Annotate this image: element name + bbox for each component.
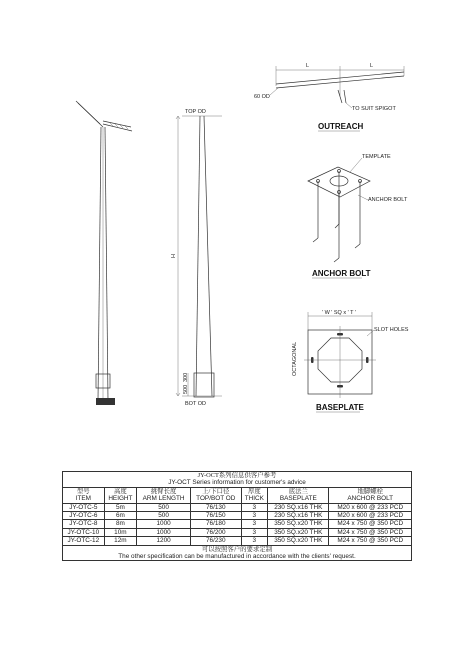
cell-top-bot-od: 76/130 [190,503,241,511]
cell-thick: 3 [241,528,268,536]
outreach-detail [254,63,404,131]
table-row [63,503,412,511]
table-row [63,520,412,528]
cell-top-bot-od: 76/200 [190,528,241,536]
cell-height: 8m [104,520,137,528]
octagonal-label: OCTAGONAL [292,341,298,376]
table-title-cn: JY-OCT系列信息供客户参考 [197,472,277,479]
spigot-label: TO SUIT SPIGOT [352,106,396,112]
table-footer-cell [63,545,412,561]
table-header-row [63,487,412,503]
table-row [63,512,412,520]
header-top-bot-od: 上/下口径 TOP/BOT OD [190,487,241,503]
table-row [63,537,412,545]
bot-od-label: BOT OD [185,401,206,407]
height-label: H [171,254,177,258]
cell-item: JY-OTC-12 [63,537,105,545]
cell-item: JY-OTC-6 [63,512,105,520]
header-item: 型号 ITEM [63,487,105,503]
cell-baseplate: 350 SQ.x20 THK [268,520,329,528]
table-title-cell [63,472,412,488]
header-height: 高度 HEIGHT [104,487,137,503]
cell-height: 5m [104,503,137,511]
wsqt-label: ' W ' SQ x ' T ' [322,310,356,316]
cell-thick: 3 [241,503,268,511]
cell-item: JY-OTC-5 [63,503,105,511]
outreach-title: OUTREACH [318,122,364,131]
outreach-l1-label: L [306,63,310,69]
od-60-label: 60 OD [254,94,270,100]
pole-elevation [171,109,222,407]
baseplate-detail [292,310,409,412]
cell-top-bot-od: 76/150 [190,512,241,520]
baseplate-title: BASEPLATE [316,403,364,412]
cell-anchor-bolt: M24 x 750 @ 350 PCD [329,537,412,545]
cell-height: 6m [104,512,137,520]
cell-thick: 3 [241,512,268,520]
dim-500-label: 500 [183,384,189,394]
top-od-label: TOP OD [185,109,206,115]
cell-thick: 3 [241,520,268,528]
header-anchor-bolt: 地脚螺栓 ANCHOR BOLT [329,487,412,503]
cell-thick: 3 [241,537,268,545]
table-row [63,528,412,536]
cell-anchor-bolt: M24 x 750 @ 350 PCD [329,520,412,528]
table-title-en: JY-OCT Series information for customer's advice [168,479,306,487]
table-footer-cn: 可以按照客户的要求定制 [201,545,273,553]
table-title-row [63,472,412,488]
anchor-bolt-title: ANCHOR BOLT [312,269,371,278]
header-arm-length: 挑臂长度 ARM LENGTH [137,487,191,503]
cell-baseplate: 350 SQ.x20 THK [268,528,329,536]
cell-arm-length: 500 [137,512,191,520]
cell-baseplate: 230 SQ.x16 THK [268,503,329,511]
cell-top-bot-od: 76/180 [190,520,241,528]
header-thick: 厚度 THICK [241,487,268,503]
dim-300-label: 300 [183,372,189,382]
anchor-bolt-label: ANCHOR BOLT [368,197,408,203]
template-label: TEMPLATE [362,154,391,160]
cell-anchor-bolt: M20 x 600 @ 233 PCD [329,512,412,520]
pole-with-arm [76,101,132,405]
cell-arm-length: 1000 [137,528,191,536]
cell-arm-length: 1200 [137,537,191,545]
cell-baseplate: 230 SQ.x16 THK [268,512,329,520]
cell-arm-length: 1000 [137,520,191,528]
cell-height: 10m [104,528,137,536]
header-baseplate: 底法兰 BASEPLATE [268,487,329,503]
cell-anchor-bolt: M20 x 600 @ 233 PCD [329,503,412,511]
cell-top-bot-od: 76/230 [190,537,241,545]
slot-holes-label: SLOT HOLES [374,327,409,333]
cell-item: JY-OTC-8 [63,520,105,528]
table-footer-en: The other specification can be manufactured in accordance with the clients' request. [118,553,356,561]
cell-arm-length: 500 [137,503,191,511]
cell-height: 12m [104,537,137,545]
outreach-l2-label: L [370,63,374,69]
cell-item: JY-OTC-10 [63,528,105,536]
spec-table [62,471,412,561]
table-footer-row [63,545,412,561]
anchor-bolt-detail [308,154,408,278]
cell-baseplate: 350 SQ.x20 THK [268,537,329,545]
cell-anchor-bolt: M24 x 750 @ 350 PCD [329,528,412,536]
